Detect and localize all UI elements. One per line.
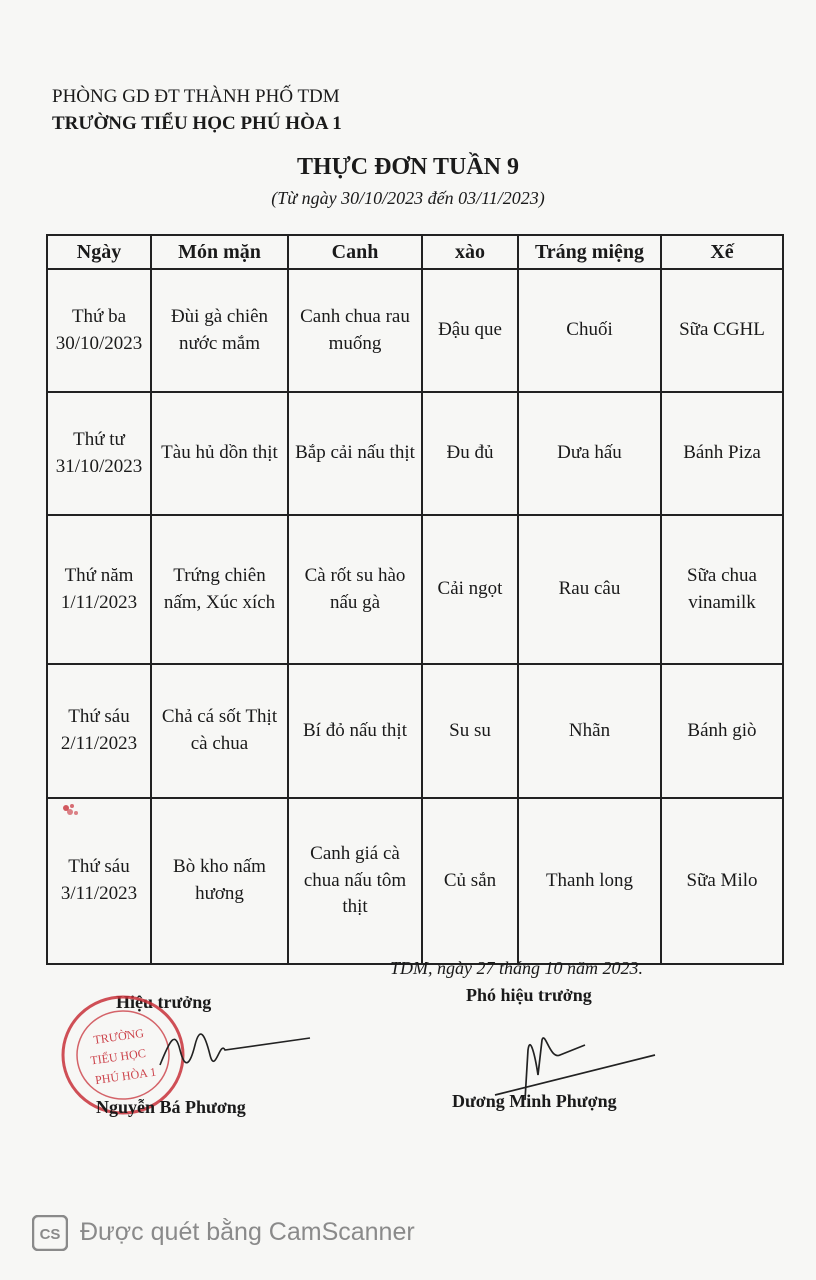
camscanner-watermark: Được quét bằng CamScanner <box>80 1218 415 1246</box>
snack-cell: Sữa Milo <box>661 798 783 964</box>
main-dish-cell: Đùi gà chiên nước mắm <box>151 269 288 392</box>
main-dish-cell: Trứng chiên nấm, Xúc xích <box>151 515 288 664</box>
day-name: Thứ năm <box>64 564 134 586</box>
column-header-main-dish: Món mặn <box>151 235 288 269</box>
soup-cell: Bí đỏ nấu thịt <box>288 664 422 798</box>
soup-cell: Cà rốt su hào nấu gà <box>288 515 422 664</box>
place-and-date: TDM, ngày 27 tháng 10 năm 2023. <box>390 958 643 978</box>
table-row <box>47 798 783 964</box>
stir-fry-cell: Đu đủ <box>422 392 518 515</box>
dessert-cell: Dưa hấu <box>518 392 661 515</box>
table-row <box>47 392 783 515</box>
column-header-soup: Canh <box>288 235 422 269</box>
dessert-cell: Nhãn <box>518 664 661 798</box>
principal-name: Nguyễn Bá Phương <box>96 1097 246 1117</box>
day-cell <box>47 664 151 798</box>
table-row <box>47 515 783 664</box>
column-header-day: Ngày <box>47 235 151 269</box>
snack-cell: Bánh Piza <box>661 392 783 515</box>
stir-fry-cell: Su su <box>422 664 518 798</box>
soup-cell: Canh giá cà chua nấu tôm thịt <box>288 798 422 964</box>
day-cell <box>47 392 151 515</box>
day-name: Thứ tư <box>73 428 125 450</box>
day-name: Thứ sáu <box>68 706 130 728</box>
header-row <box>47 235 783 269</box>
department-name: PHÒNG GD ĐT THÀNH PHỐ TDM <box>52 86 340 107</box>
stir-fry-cell: Cải ngọt <box>422 515 518 664</box>
menu-table <box>46 234 784 965</box>
soup-cell: Canh chua rau muống <box>288 269 422 392</box>
day-date: 1/11/2023 <box>60 591 138 613</box>
day-date: 2/11/2023 <box>60 733 138 754</box>
main-dish-cell: Tàu hủ dồn thịt <box>151 392 288 515</box>
principal-title: Hiệu trưởng <box>116 992 212 1012</box>
dessert-cell: Chuối <box>518 269 661 392</box>
day-cell <box>47 798 151 964</box>
day-date: 3/11/2023 <box>60 883 138 904</box>
page-title: THỰC ĐƠN TUẦN 9 <box>296 154 519 180</box>
day-date: 30/10/2023 <box>55 332 143 354</box>
snack-cell: Bánh giò <box>661 664 783 798</box>
day-cell <box>47 269 151 392</box>
stamp-line-2: TIỂU HỌC <box>89 1045 147 1068</box>
column-header-snack: Xế <box>661 235 783 269</box>
table-row <box>47 269 783 392</box>
day-date: 31/10/2023 <box>55 455 143 477</box>
main-dish-cell: Chả cá sốt Thịt cà chua <box>151 664 288 798</box>
dessert-cell: Rau câu <box>518 515 661 664</box>
snack-cell: Sữa CGHL <box>661 269 783 392</box>
camscanner-logo-icon <box>32 1215 68 1251</box>
principal-signature <box>140 1020 315 1080</box>
main-dish-cell: Bò kho nấm hương <box>151 798 288 964</box>
snack-cell: Sữa chua vinamilk <box>661 515 783 664</box>
soup-cell: Bắp cải nấu thịt <box>288 392 422 515</box>
stir-fry-cell: Củ sắn <box>422 798 518 964</box>
camscanner-logo-text: CS <box>39 1226 61 1243</box>
school-name: TRƯỜNG TIỂU HỌC PHÚ HÒA 1 <box>52 113 342 134</box>
stamp-line-3: PHÚ HÒA 1 <box>94 1064 157 1088</box>
red-smudge-mark <box>58 800 82 822</box>
table-row <box>47 664 783 798</box>
dessert-cell: Thanh long <box>518 798 661 964</box>
stamp-line-1: TRƯỜNG <box>92 1025 145 1047</box>
vice-principal-name: Dương Minh Phượng <box>452 1091 617 1111</box>
stir-fry-cell: Đậu que <box>422 269 518 392</box>
day-name: Thứ ba <box>71 305 127 327</box>
column-header-dessert: Tráng miệng <box>518 235 661 269</box>
date-range: (Từ ngày 30/10/2023 đến 03/11/2023) <box>271 188 545 208</box>
vice-principal-title: Phó hiệu trưởng <box>466 985 592 1005</box>
day-cell <box>47 515 151 664</box>
day-name: Thứ sáu <box>68 856 130 878</box>
column-header-stir-fry: xào <box>422 235 518 269</box>
